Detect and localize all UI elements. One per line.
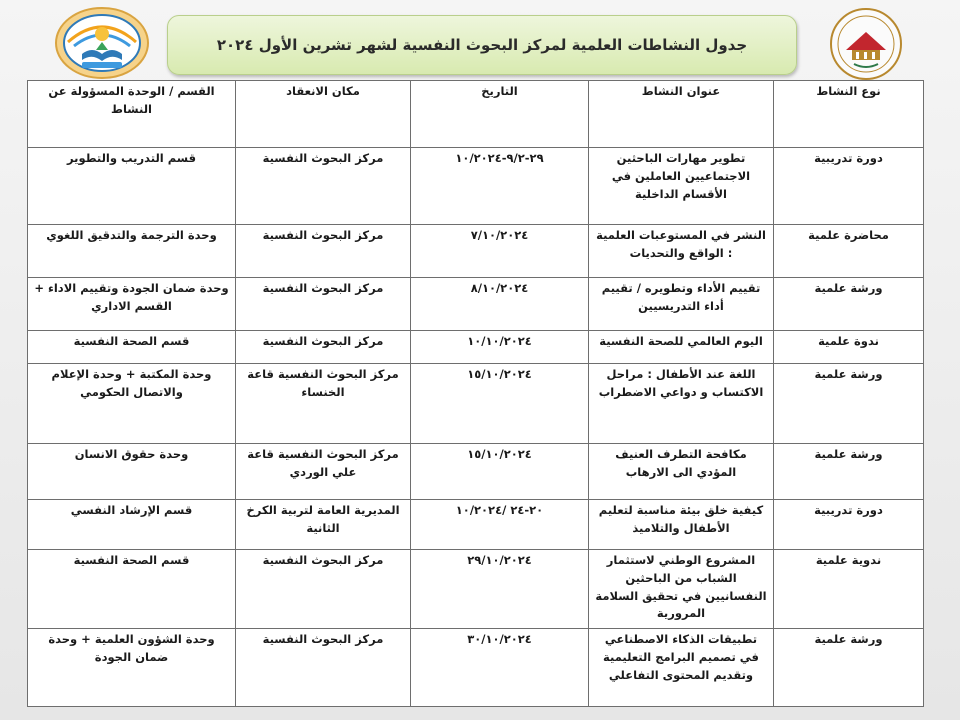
page-title: جدول النشاطات العلمية لمركز البحوث النفسية لشهر تشرين الأول ٢٠٢٤ <box>216 36 748 54</box>
header-responsible-dept: القسم / الوحدة المسؤولة عن النشاط <box>28 81 236 148</box>
header-activity-type: نوع النشاط <box>774 81 924 148</box>
table-row <box>28 364 924 444</box>
title-banner <box>167 15 797 75</box>
table-row <box>28 500 924 550</box>
cell-dept: قسم الإرشاد النفسي <box>28 500 236 550</box>
cell-place: مركز البحوث النفسية قاعة علي الوردي <box>236 444 411 500</box>
header-place: مكان الانعقاد <box>236 81 411 148</box>
table-row <box>28 225 924 278</box>
table-row <box>28 278 924 331</box>
cell-place: مركز البحوث النفسية قاعة الخنساء <box>236 364 411 444</box>
cell-place: مركز البحوث النفسية <box>236 225 411 278</box>
cell-dept: قسم الصحة النفسية <box>28 550 236 629</box>
cell-title: مكافحة التطرف العنيف المؤدي الى الارهاب <box>589 444 774 500</box>
cell-dept: قسم التدريب والتطوير <box>28 148 236 225</box>
cell-date: ١٠/١٠/٢٠٢٤ <box>411 331 589 364</box>
cell-type: محاضرة علمية <box>774 225 924 278</box>
cell-place: مركز البحوث النفسية <box>236 331 411 364</box>
cell-type: ورشة علمية <box>774 278 924 331</box>
activities-table <box>27 80 924 707</box>
cell-date: ٢٩-٩/٢-١٠/٢٠٢٤ <box>411 148 589 225</box>
table-row <box>28 444 924 500</box>
cell-dept: وحدة الشؤون العلمية + وحدة ضمان الجودة <box>28 629 236 707</box>
cell-date: ٢٠-٢٤ /١٠/٢٠٢٤ <box>411 500 589 550</box>
cell-type: ورشة علمية <box>774 444 924 500</box>
cell-type: ندوية علمية <box>774 550 924 629</box>
cell-type: دورة تدريبية <box>774 148 924 225</box>
cell-date: ١٥/١٠/٢٠٢٤ <box>411 364 589 444</box>
cell-dept: وحدة ضمان الجودة وتقييم الاداء + القسم الاداري <box>28 278 236 331</box>
header-activity-title: عنوان النشاط <box>589 81 774 148</box>
table-row <box>28 629 924 707</box>
cell-dept: قسم الصحة النفسية <box>28 331 236 364</box>
cell-title: تطوير مهارات الباحثين الاجتماعيين العاملين في الأقسام الداخلية <box>589 148 774 225</box>
cell-dept: وحدة الترجمة والتدقيق اللغوي <box>28 225 236 278</box>
cell-place: مركز البحوث النفسية <box>236 148 411 225</box>
cell-title: كيفية خلق بيئة مناسبة لتعليم الأطفال والتلاميذ <box>589 500 774 550</box>
table-header-row <box>28 81 924 148</box>
cell-dept: وحدة حقوق الانسان <box>28 444 236 500</box>
table-row <box>28 550 924 629</box>
table-row <box>28 331 924 364</box>
research-center-logo <box>52 6 152 80</box>
cell-date: ٧/١٠/٢٠٢٤ <box>411 225 589 278</box>
cell-date: ٢٩/١٠/٢٠٢٤ <box>411 550 589 629</box>
table-row <box>28 148 924 225</box>
cell-place: مركز البحوث النفسية <box>236 550 411 629</box>
cell-place: مركز البحوث النفسية <box>236 629 411 707</box>
cell-type: ورشة علمية <box>774 629 924 707</box>
cell-date: ١٥/١٠/٢٠٢٤ <box>411 444 589 500</box>
cell-type: ندوة علمية <box>774 331 924 364</box>
cell-title: اليوم العالمي للصحة النفسية <box>589 331 774 364</box>
cell-date: ٨/١٠/٢٠٢٤ <box>411 278 589 331</box>
ministry-higher-education-logo <box>814 6 918 82</box>
cell-title: المشروع الوطني لاستثمار الشباب من الباحثين النفسانيين في تحقيق السلامة المرورية <box>589 550 774 629</box>
cell-date: ٣٠/١٠/٢٠٢٤ <box>411 629 589 707</box>
cell-type: دورة تدريبية <box>774 500 924 550</box>
cell-title: تقييم الأداء وتطويره / تقييم أداء التدريسيين <box>589 278 774 331</box>
cell-place: مركز البحوث النفسية <box>236 278 411 331</box>
cell-dept: وحدة المكتبة + وحدة الإعلام والاتصال الحكومي <box>28 364 236 444</box>
cell-title: النشر في المستوعبات العلمية : الواقع والتحديات <box>589 225 774 278</box>
cell-type: ورشة علمية <box>774 364 924 444</box>
cell-place: المديرية العامة لتربية الكرخ الثانية <box>236 500 411 550</box>
cell-title: تطبيقات الذكاء الاصطناعي في تصميم البرامج التعليمية وتقديم المحتوى التفاعلي <box>589 629 774 707</box>
header-date: التاريخ <box>411 81 589 148</box>
cell-title: اللغة عند الأطفال : مراحل الاكتساب و دواعي الاضطراب <box>589 364 774 444</box>
